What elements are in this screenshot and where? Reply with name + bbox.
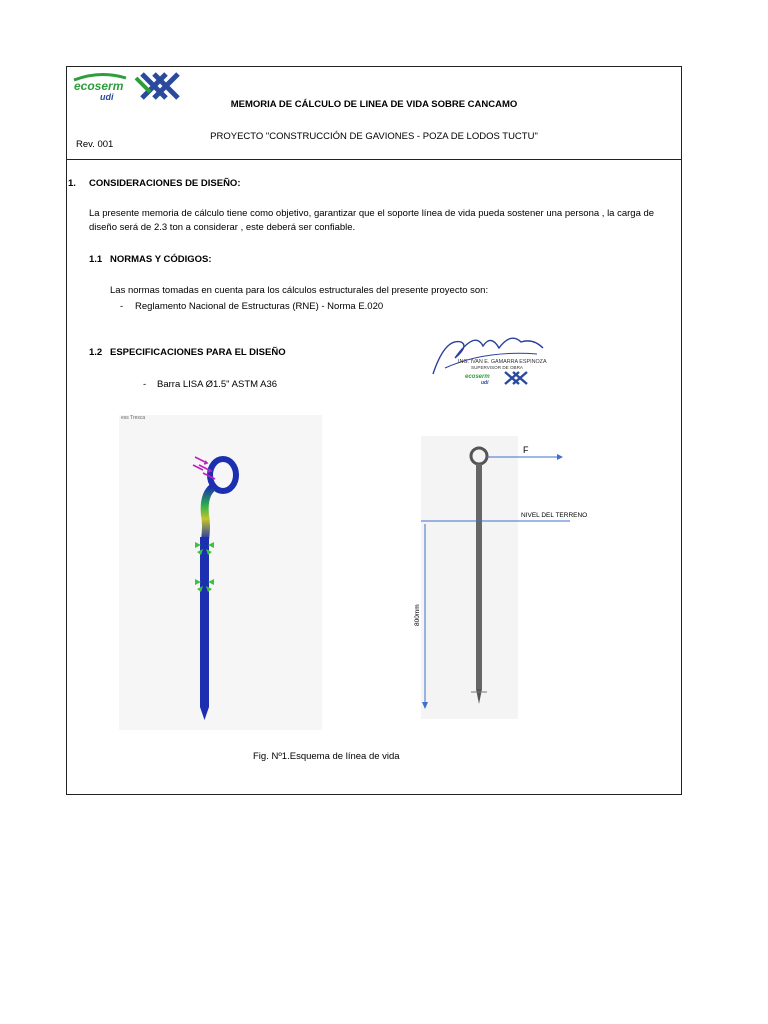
section1-2-bullet: -	[143, 379, 147, 390]
force-arrowhead	[557, 454, 563, 460]
revision-label: Rev. 001	[76, 139, 114, 150]
section1-1-intro: Las normas tomadas en cuenta para los cálculos estructurales del presente proyecto son:	[110, 285, 489, 296]
ground-label: NIVEL DEL TERRENO	[521, 512, 588, 519]
stress-simulation-image	[119, 415, 322, 730]
project-name: PROYECTO "CONSTRUCCIÓN DE GAVIONES - POZA DE LODOS TUCTU"	[210, 131, 538, 142]
section1-paragraph-line1: La presente memoria de cálculo tiene como objetivo, garantizar que el soporte línea de vida pueda sostener una persona , la carga de	[89, 208, 655, 219]
eye-bolt-ring	[210, 459, 236, 491]
simulation-label: ess Tresca	[121, 415, 146, 421]
header-divider	[66, 159, 682, 160]
section1-1-heading: NORMAS Y CÓDIGOS:	[110, 254, 212, 265]
signature-role: SUPERVISOR DE OBRA	[471, 365, 523, 370]
signature-name: ING. IVAN E. GAMARRA ESPINOZA	[458, 359, 547, 365]
logo-text: ecoserm	[74, 79, 124, 93]
figure-caption: Fig. Nº1.Esquema de línea de vida	[253, 751, 400, 762]
section1-2-heading: ESPECIFICACIONES PARA EL DISEÑO	[110, 347, 286, 358]
section1-2-item: Barra LISA Ø1.5" ASTM A36	[157, 379, 278, 390]
dimension-arrowhead	[422, 702, 428, 709]
section1-number: 1.	[68, 178, 76, 189]
svg-text:udi: udi	[481, 380, 489, 386]
schematic-bar	[476, 464, 482, 689]
svg-text:ecoserm: ecoserm	[465, 374, 490, 380]
dimension-label: 800mm	[414, 604, 421, 626]
section1-2-number: 1.2	[89, 347, 103, 358]
section1-paragraph-line2: diseño será de 2.3 ton a considerar , este deberá ser confiable.	[89, 222, 356, 233]
document-title: MEMORIA DE CÁLCULO DE LINEA DE VIDA SOBRE CANCAMO	[230, 99, 518, 110]
schematic-eye	[471, 448, 487, 464]
lifeline-schematic	[395, 436, 595, 726]
force-label: F	[523, 445, 529, 455]
signature-stamp	[425, 328, 547, 386]
section1-heading: CONSIDERACIONES DE DISEÑO:	[89, 178, 241, 189]
section1-1-bullet: -	[120, 301, 124, 312]
logo-subtext: udi	[100, 92, 114, 102]
bar-shaft	[200, 537, 209, 707]
bent-section	[205, 487, 213, 540]
section1-1-item: Reglamento Nacional de Estructuras (RNE) - Norma E.020	[135, 301, 384, 312]
section1-1-number: 1.1	[89, 254, 103, 265]
